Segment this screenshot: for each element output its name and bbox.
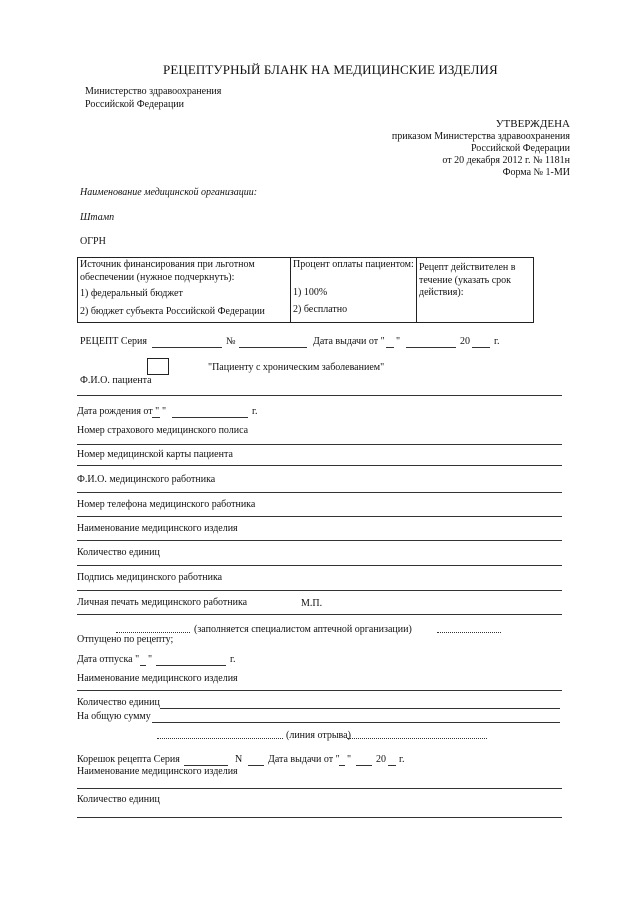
chronic-label: "Пациенту с хроническим заболеванием" — [208, 362, 385, 373]
insurance-line[interactable] — [77, 444, 562, 445]
birth-year-suffix: г. — [252, 406, 258, 417]
order-line-1: приказом Министерства здравоохранения — [391, 131, 570, 142]
issue-month-field[interactable] — [406, 347, 456, 348]
issue-year-suffix: г. — [494, 336, 500, 347]
pharmacy-dots-right — [437, 632, 501, 633]
birth-date-label: Дата рождения от " — [77, 406, 160, 417]
cut-line-left — [157, 738, 283, 739]
pharmacy-device-line[interactable] — [77, 690, 562, 691]
payment-option-free[interactable]: 2) бесплатно — [293, 304, 348, 315]
stub-n-label: N — [235, 754, 243, 765]
order-line-3: от 20 декабря 2012 г. № 1181н — [442, 155, 570, 166]
dispense-year-suffix: г. — [230, 654, 236, 665]
units-label: Количество единиц — [77, 547, 160, 558]
total-field[interactable] — [152, 722, 560, 723]
total-label: На общую сумму — [77, 711, 151, 722]
ogrn-label: ОГРН — [80, 236, 106, 247]
stamp-label: Штамп — [80, 212, 115, 223]
validity-line-1: Рецепт действителен в — [419, 262, 516, 273]
validity-line-3: действия): — [419, 287, 464, 298]
validity-line-2: течение (указать срок — [419, 274, 512, 286]
financing-source-head-2: обеспечении (нужное подчеркнуть): — [80, 271, 235, 283]
issue-year-field[interactable] — [472, 347, 490, 348]
form-number: Форма № 1-МИ — [502, 167, 570, 178]
cut-line-right — [347, 738, 487, 739]
stub-year-field[interactable] — [388, 765, 396, 766]
dispense-month-year-field[interactable] — [156, 665, 226, 666]
payment-percent-cell — [291, 258, 417, 323]
stub-issue-quote: " — [347, 754, 352, 765]
stub-issue-day-field[interactable] — [339, 765, 345, 766]
ministry-line-2: Российской Федерации — [85, 99, 185, 110]
signature-line[interactable] — [77, 590, 562, 591]
worker-name-line[interactable] — [77, 492, 562, 493]
issue-date-label: Дата выдачи от " — [313, 336, 385, 347]
org-name-label: Наименование медицинской организации: — [80, 187, 258, 198]
number-field[interactable] — [239, 347, 307, 348]
cut-line-label: (линия отрыва) — [286, 730, 351, 741]
signature-label: Подпись медицинского работника — [77, 572, 223, 583]
stub-year-prefix: 20 — [376, 754, 386, 765]
personal-seal-line[interactable] — [77, 614, 562, 615]
patient-name-label: Ф.И.О. пациента — [80, 375, 152, 386]
worker-phone-label: Номер телефона медицинского работника — [77, 499, 256, 510]
issue-date-quote: " — [396, 336, 401, 347]
pharmacy-fill-note: (заполняется специалистом аптечной организации) — [194, 624, 412, 635]
med-card-line[interactable] — [77, 465, 562, 466]
device-name-label: Наименование медицинского изделия — [77, 523, 238, 534]
stub-units-label: Количество единиц — [77, 794, 160, 805]
issue-year-prefix: 20 — [460, 336, 470, 347]
pharmacy-dots-left — [116, 632, 190, 633]
number-label: № — [226, 336, 236, 347]
stub-issue-month-field[interactable] — [356, 765, 372, 766]
stub-device-label: Наименование медицинского изделия — [77, 766, 238, 777]
dispensed-label: Отпущено по рецепту; — [77, 634, 174, 645]
financing-option-regional[interactable]: 2) бюджет субъекта Российской Федерации — [80, 305, 265, 317]
pharmacy-units-label: Количество единиц — [77, 697, 160, 708]
birth-month-year-field[interactable] — [172, 417, 248, 418]
validity-cell — [417, 258, 534, 323]
stub-device-line[interactable] — [77, 788, 562, 789]
order-line-2: Российской Федерации — [470, 143, 570, 154]
payment-percent-head: Процент оплаты пациентом: — [293, 259, 414, 270]
financing-source-head-1: Источник финансирования при льготном — [80, 259, 255, 270]
stub-year-suffix: г. — [399, 754, 405, 765]
financing-option-federal[interactable]: 1) федеральный бюджет — [80, 288, 183, 299]
financing-source-cell — [78, 258, 291, 323]
page-title: РЕЦЕПТУРНЫЙ БЛАНК НА МЕДИЦИНСКИЕ ИЗДЕЛИЯ — [163, 62, 498, 77]
stub-units-line[interactable] — [77, 817, 562, 818]
series-field[interactable] — [152, 347, 222, 348]
ministry-line-1: Министерство здравоохранения — [85, 86, 222, 97]
pharmacy-device-label: Наименование медицинского изделия — [77, 673, 238, 684]
personal-seal-label: Личная печать медицинского работника — [77, 597, 248, 608]
payment-option-100[interactable]: 1) 100% — [293, 286, 328, 298]
med-card-label: Номер медицинской карты пациента — [77, 449, 233, 460]
financing-table — [77, 257, 534, 323]
dispense-date-quote: " — [148, 654, 153, 665]
stub-series-label: Корешок рецепта Серия — [77, 754, 180, 765]
mp-label: М.П. — [301, 598, 323, 609]
birth-day-field[interactable] — [152, 417, 160, 418]
issue-day-field[interactable] — [386, 347, 394, 348]
device-name-line[interactable] — [77, 540, 562, 541]
chronic-checkbox[interactable] — [147, 358, 169, 375]
pharmacy-units-field[interactable] — [160, 708, 560, 709]
worker-phone-line[interactable] — [77, 516, 562, 517]
approved-heading: УТВЕРЖДЕНА — [495, 118, 570, 130]
units-line[interactable] — [77, 565, 562, 566]
patient-name-line[interactable] — [77, 395, 562, 396]
worker-name-label: Ф.И.О. медицинского работника — [77, 474, 216, 485]
dispense-date-label: Дата отпуска " — [77, 654, 140, 665]
dispense-day-field[interactable] — [140, 665, 146, 666]
stub-issue-date-label: Дата выдачи от " — [268, 754, 340, 765]
stub-number-field[interactable] — [248, 765, 264, 766]
series-label: РЕЦЕПТ Серия — [80, 336, 148, 347]
birth-date-quote: " — [162, 406, 167, 417]
insurance-label: Номер страхового медицинского полиса — [77, 425, 249, 436]
